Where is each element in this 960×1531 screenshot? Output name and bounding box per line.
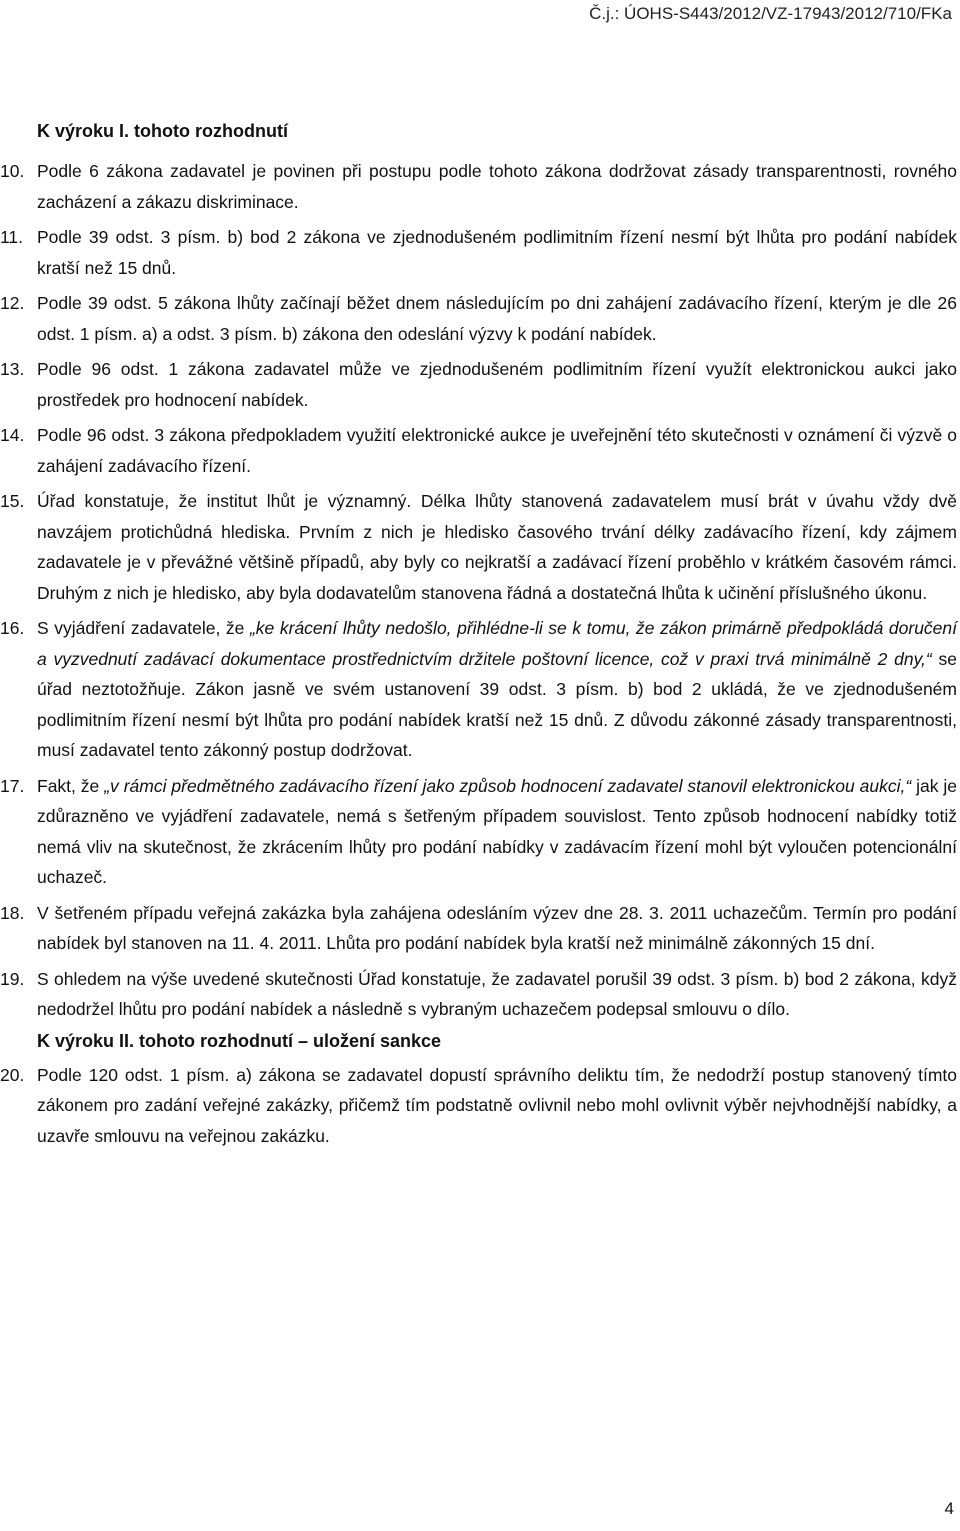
paragraph-text: Úřad konstatuje, že institut lhůt je významný. Délka lhůty stanovená zadavatelem musí brát v úvahu vždy dvě navzájem protichůdná hlediska. Prvním z nich je hledisko časového trvání délky zadávacího řízení, kdy zájmem zadavatele je v převážné většině případů, aby byly co nejkratší a zadávací řízení proběhlo v krátkém časovém rámci. Druhým z nich je hledisko, aby byla dodavatelům stanovena řádná a dostatečná lhůta k učinění příslušného úkonu. (37, 491, 957, 603)
paragraph-text: Podle 39 odst. 3 písm. b) bod 2 zákona ve zjednodušeném podlimitním řízení nesmí být lhůta pro podání nabídek kratší než 15 dnů. (37, 227, 957, 278)
paragraph-quote: „ke krácení lhůty nedošlo, přihlédne-li se k tomu, že zákon primárně předpokládá doručení a vyzvednutí zadávací dokumentace prostřednictvím držitele poštovní licence, což v praxi trvá minimálně 2 dny,“ (37, 618, 957, 669)
paragraph-text: Podle 96 odst. 1 zákona zadavatel může ve zjednodušeném podlimitním řízení využít elektronickou aukci jako prostředek pro hodnocení nabídek. (37, 359, 957, 410)
paragraph-number: 19. (0, 968, 25, 989)
paragraph-15 (0, 486, 957, 608)
page-number: 4 (944, 1499, 954, 1518)
paragraph-text: Podle 96 odst. 3 zákona předpokladem využití elektronické aukce je uveřejnění této skutečnosti v oznámení či výzvě o zahájení zadávacího řízení. (37, 425, 957, 476)
paragraph-number: 18. (0, 902, 25, 923)
document-body (0, 116, 958, 1156)
paragraph-11 (0, 222, 957, 283)
paragraph-text-rest: jak je zdůrazněno ve vyjádření zadavatele, nemá s šetřeným případem souvislost. Tento způsob hodnocení nabídky totiž nemá vliv na skutečnost, že zkrácením lhůty pro podání nabídky v zadávacím řízení mohl být vyloučen potencionální uchazeč. (37, 775, 958, 887)
paragraph-text: Podle 39 odst. 5 zákona lhůty začínají běžet dnem následujícím po dni zahájení zadávacího řízení, kterým je dle 26 odst. 1 písm. a) a odst. 3 písm. b) zákona den odeslání výzvy k podání nabídek. (37, 293, 957, 344)
paragraph-text-lead: S vyjádření zadavatele, že (37, 618, 250, 638)
paragraph-text: Podle 6 zákona zadavatel je povinen při postupu podle tohoto zákona dodržovat zásady transparentnosti, rovného zacházení a zákazu diskriminace. (37, 161, 957, 212)
paragraph-text: Podle 120 odst. 1 písm. a) zákona se zadavatel dopustí správního deliktu tím, že nedodrží postup stanovený tímto zákonem pro zadání veřejné zakázky, přičemž tím podstatně ovlivnil nebo mohl ovlivnit výběr nejvhodnější nabídky, a uzavře smlouvu na veřejnou zakázku. (37, 1064, 957, 1146)
document-reference: Č.j.: ÚOHS-S443/2012/VZ-17943/2012/710/FKa (589, 4, 952, 23)
paragraph-16 (0, 613, 957, 766)
paragraph-17 (0, 771, 958, 893)
paragraph-quote: „v rámci předmětného zadávacího řízení jako způsob hodnocení zadavatel stanovil elektronickou aukci,“ (104, 775, 912, 796)
paragraph-number: 14. (0, 425, 25, 445)
paragraph-19 (0, 964, 957, 1025)
paragraph-text-rest: se úřad neztotožňuje. Zákon jasně ve svém ustanovení 39 odst. 3 písm. b) bod 2 ukládá, že ve zjednodušeném podlimitním řízení nesmí být lhůta pro podání nabídek kratší než 15 dnů. Z důvodu zákonné zásady transparentnosti, musí zadavatel tento zákonný postup dodržovat. (37, 648, 957, 760)
paragraph-20 (0, 1060, 957, 1152)
paragraph-number: 10. (0, 161, 25, 181)
paragraph-number: 20. (0, 1064, 25, 1085)
paragraph-number: 12. (0, 293, 25, 313)
paragraph-number: 15. (0, 491, 25, 511)
paragraph-text-lead: Fakt, že (37, 775, 105, 796)
paragraph-12 (0, 288, 957, 349)
paragraph-number: 16. (0, 618, 25, 638)
paragraph-number: 17. (0, 775, 25, 796)
paragraph-text: S ohledem na výše uvedené skutečnosti Úřad konstatuje, že zadavatel porušil 39 odst. 3 písm. b) bod 2 zákona, když nedodržel lhůtu pro podání nabídek a následně s vybraným uchazečem podepsal smlouvu o dílo. (37, 968, 957, 1019)
section-heading-verdict-2: K výroku II. tohoto rozhodnutí – uložení sankce (37, 1030, 442, 1051)
paragraph-number: 11. (0, 227, 24, 247)
paragraph-number: 13. (0, 359, 25, 379)
paragraph-18 (0, 898, 957, 959)
paragraph-14 (0, 420, 957, 481)
paragraph-13 (0, 354, 957, 415)
paragraph-10 (0, 156, 957, 217)
section-heading-verdict-1: K výroku I. tohoto rozhodnutí (37, 121, 288, 141)
paragraph-text: V šetřeném případu veřejná zakázka byla zahájena odesláním výzev dne 28. 3. 2011 uchazečům. Termín pro podání nabídek byl stanoven na 11. 4. 2011. Lhůta pro podání nabídek byla kratší než minimálně zákonných 15 dní. (37, 902, 957, 953)
